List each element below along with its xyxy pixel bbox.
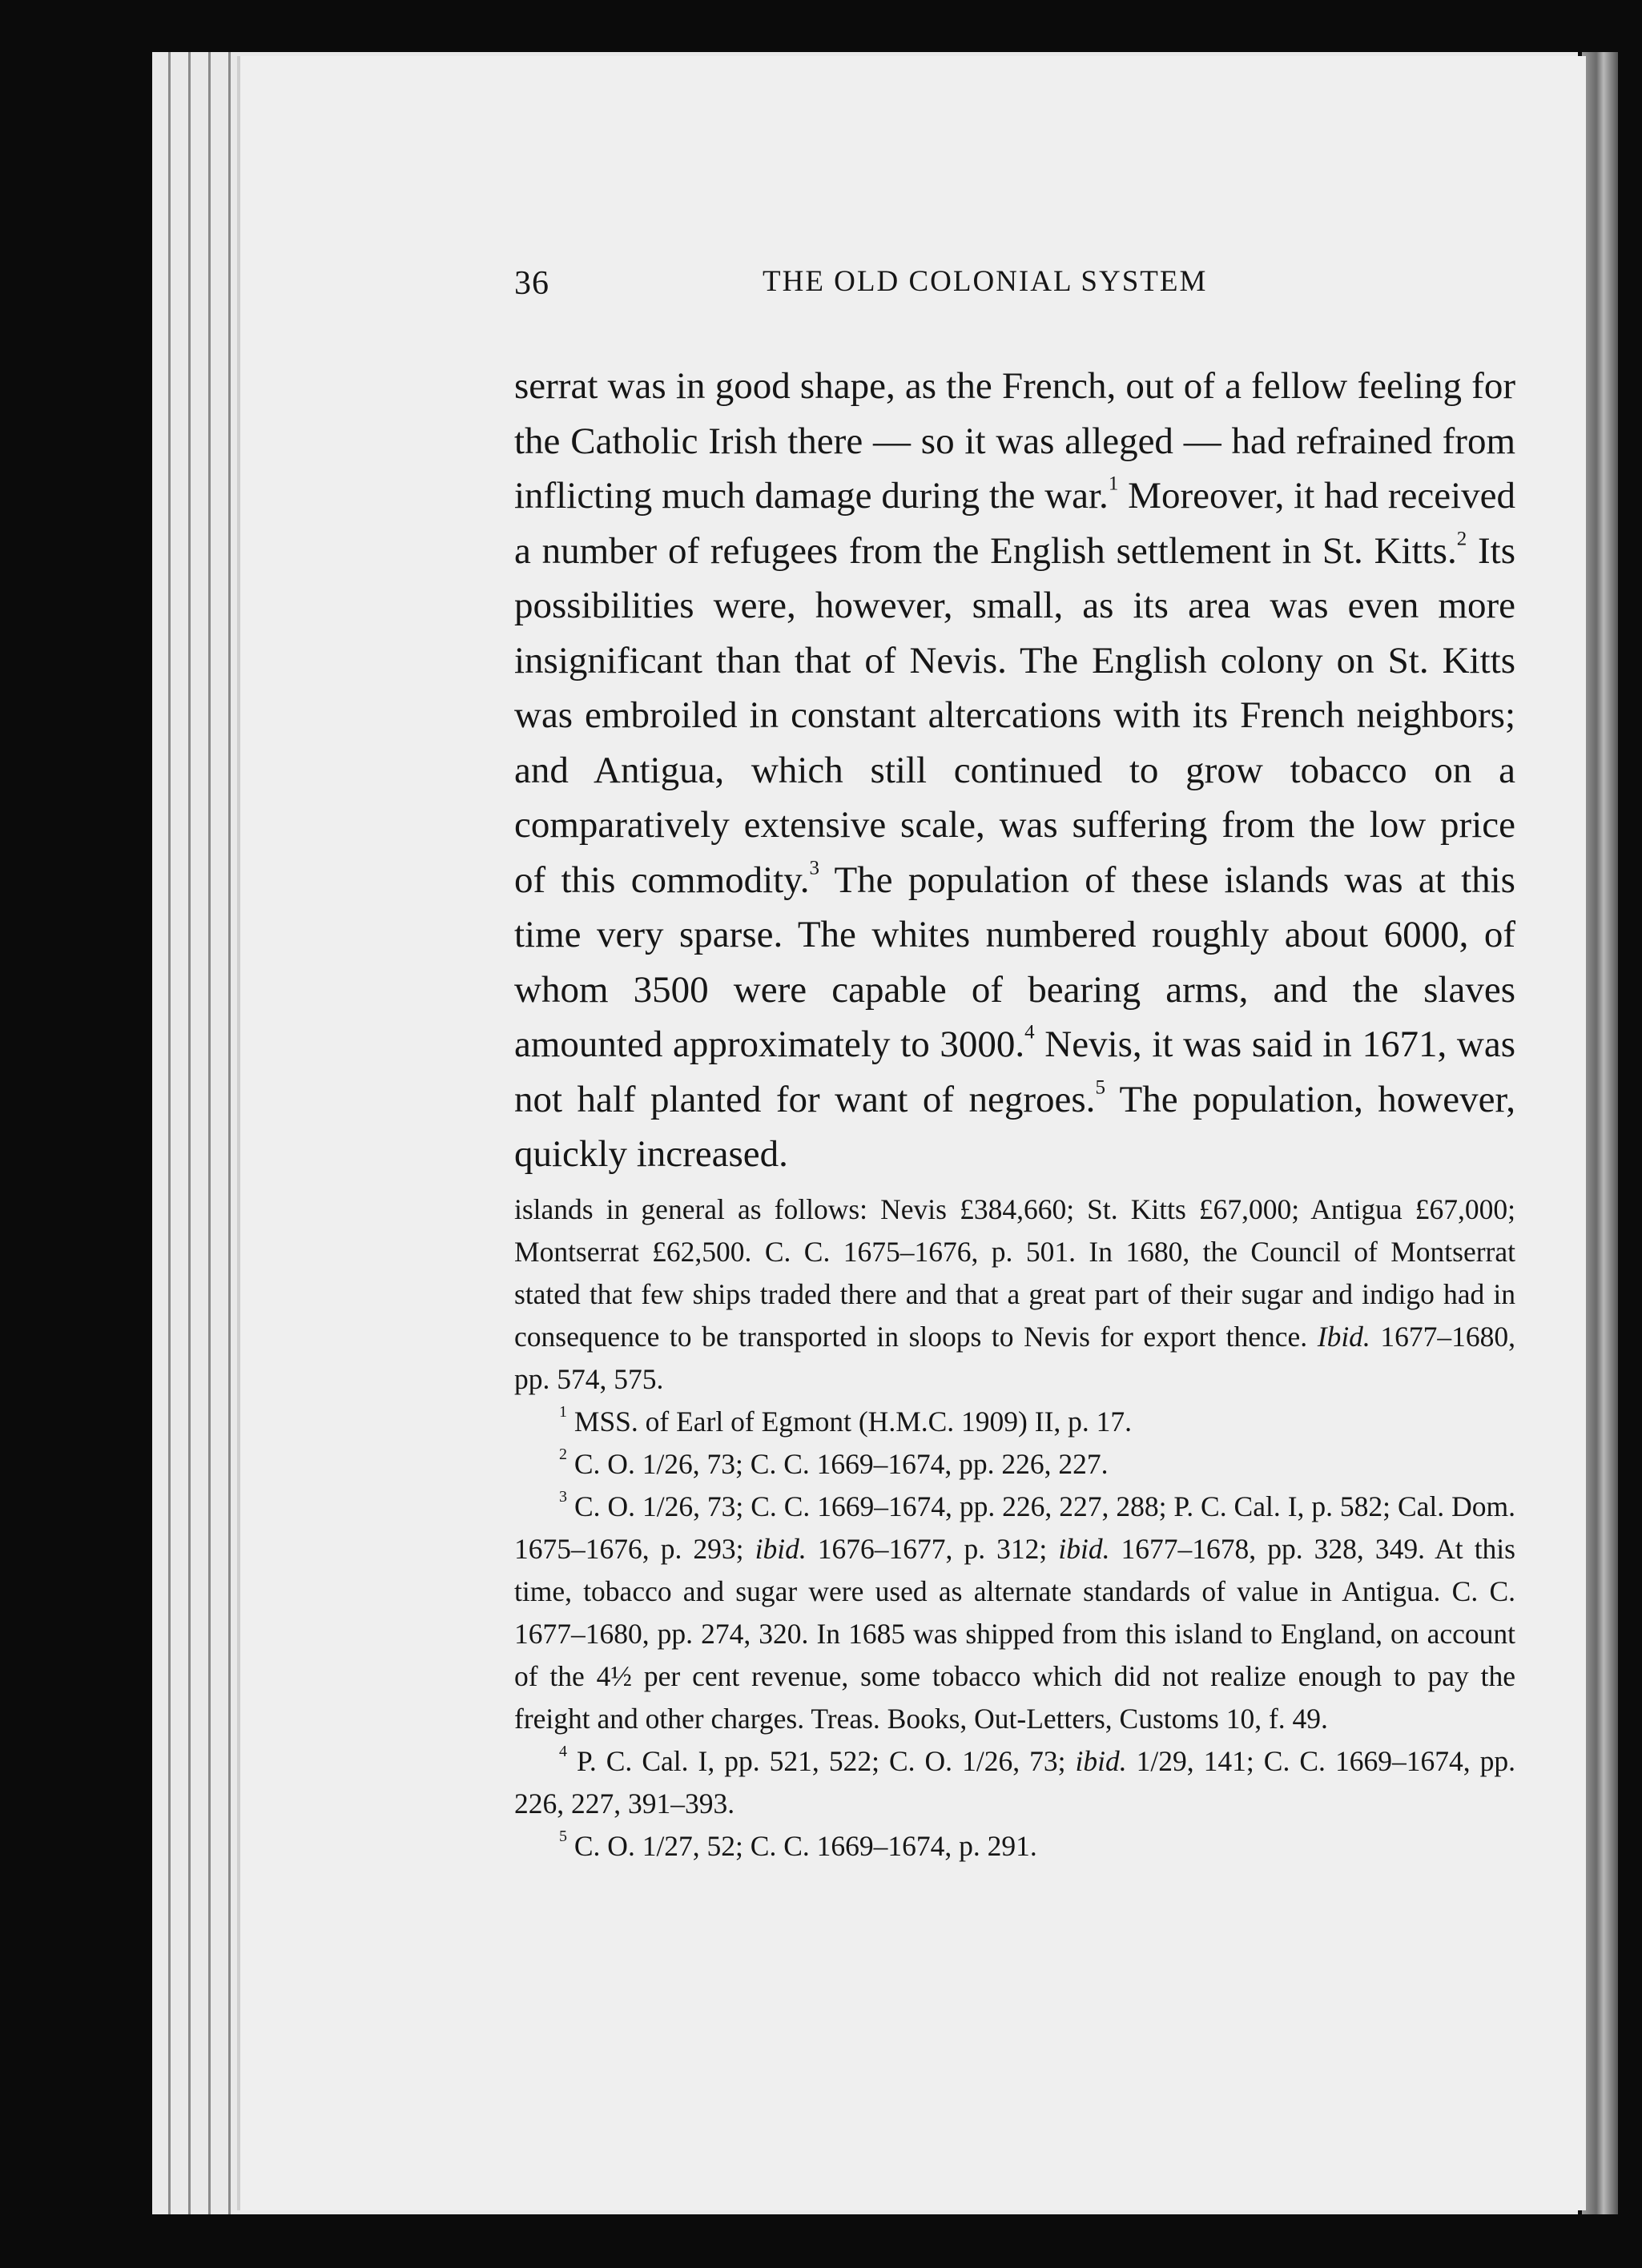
footnote-text: MSS. of Earl of Egmont (H.M.C. 1909) II, p. 17. (573, 1405, 1133, 1438)
footnote-italic: ibid. (755, 1532, 807, 1565)
footnote (514, 1740, 1515, 1825)
footnote-number: 4 (559, 1742, 567, 1760)
footnote-text: 1676–1677, p. 312; (806, 1532, 1059, 1565)
running-title: THE OLD COLONIAL SYSTEM (763, 265, 1208, 298)
page-content (514, 264, 1515, 1868)
footnote-ref[interactable]: 1 (1108, 472, 1119, 495)
footnote-ref[interactable]: 5 (1095, 1076, 1105, 1098)
footnote-text: P. C. Cal. I, pp. 521, 522; C. O. 1/26, 73; (577, 1744, 1076, 1777)
footnotes (514, 1188, 1515, 1868)
body-text (514, 359, 1515, 1182)
footnote-text: C. O. 1/26, 73; C. C. 1669–1674, pp. 226, 227. (573, 1447, 1109, 1480)
footnote (514, 1825, 1515, 1868)
footnote-text: 1/29, 141; C. C. 1669–1674, pp. 226, 227, 391–393. (514, 1744, 1515, 1820)
footnote-italic: ibid. (1075, 1744, 1127, 1777)
footnote-number: 3 (559, 1487, 567, 1506)
body-segment: Moreover, it had received a number of refugees from the English settlement in St. Kitts. (514, 475, 1515, 572)
body-paragraph (514, 359, 1515, 1182)
footnote-number: 5 (559, 1827, 567, 1845)
footnote-list (514, 1401, 1515, 1868)
page-number: 36 (514, 265, 549, 302)
footnote-text: C. O. 1/26, 73; C. C. 1669–1674, pp. 226, 227, 288; P. C. Cal. I, p. 582; Cal. Dom. 1675–1676, p. 293; (514, 1490, 1516, 1565)
footnote-ref[interactable]: 3 (809, 857, 819, 879)
body-segment: Its possibilities were, however, small, as its area was even more insignificant than that of Nevis. The English colony on St. Kitts was embroiled in constant altercations with its French neighbors; and Antigua, which still continued to grow tobacco on a comparatively extensive scale, was suffering from the low price of this commodity. (514, 529, 1516, 901)
body-segment: Nevis, it was said in 1671, was not half planted for want of negroes. (514, 1023, 1515, 1120)
book-right-edge (1582, 52, 1618, 2214)
running-head (514, 264, 1515, 312)
footnote-italic: ibid. (1058, 1532, 1110, 1565)
page-edge (208, 52, 211, 2214)
body-segment: The population of these islands was at this time very sparse. The whites numbered roughly about 6000, of whom 3500 were capable of bearing arms, and the slaves amounted approximately to 3000. (514, 859, 1515, 1065)
page-edge (228, 52, 231, 2214)
footnote-ref[interactable]: 4 (1024, 1021, 1035, 1044)
footnote-number: 2 (559, 1445, 567, 1463)
footnote (514, 1486, 1515, 1740)
body-segment: The population, however, quickly increased. (514, 1078, 1515, 1175)
page-edge (188, 52, 191, 2214)
footnote-number: 1 (559, 1402, 567, 1421)
body-segment: serrat was in good shape, as the French, out of a fellow feeling for the Catholic Irish there — so it was alleged — had refrained from inflicting much damage during the war. (514, 365, 1515, 517)
footnote-text: C. O. 1/27, 52; C. C. 1669–1674, p. 291. (573, 1829, 1037, 1862)
footnote (514, 1401, 1515, 1443)
footnote (514, 1443, 1515, 1486)
footnote-text: 1677–1678, pp. 328, 349. At this time, tobacco and sugar were used as alternate standards of value in Antigua. C. C. 1677–1680, pp. 274, 320. In 1685 was shipped from this island to England, on account of the 4½ per cent revenue, some tobacco which did not realize enough to pay the freight and other charges. Treas. Books, Out-Letters, Customs 10, f. 49. (514, 1532, 1515, 1735)
page-edge (168, 52, 171, 2214)
footnote-continued: islands in general as follows: Nevis £384,660; St. Kitts £67,000; Antigua £67,000; Montserrat £62,500. C. C. 1675–1676, p. 501. In 1680, the Council of Montserrat stated that few ships traded there and that a great part of their sugar and indigo had in consequence to be transported in sloops to Nevis for export thence. Ibid. 1677–1680, pp. 574, 575. (514, 1192, 1515, 1395)
footnote-ref[interactable]: 2 (1456, 528, 1467, 549)
